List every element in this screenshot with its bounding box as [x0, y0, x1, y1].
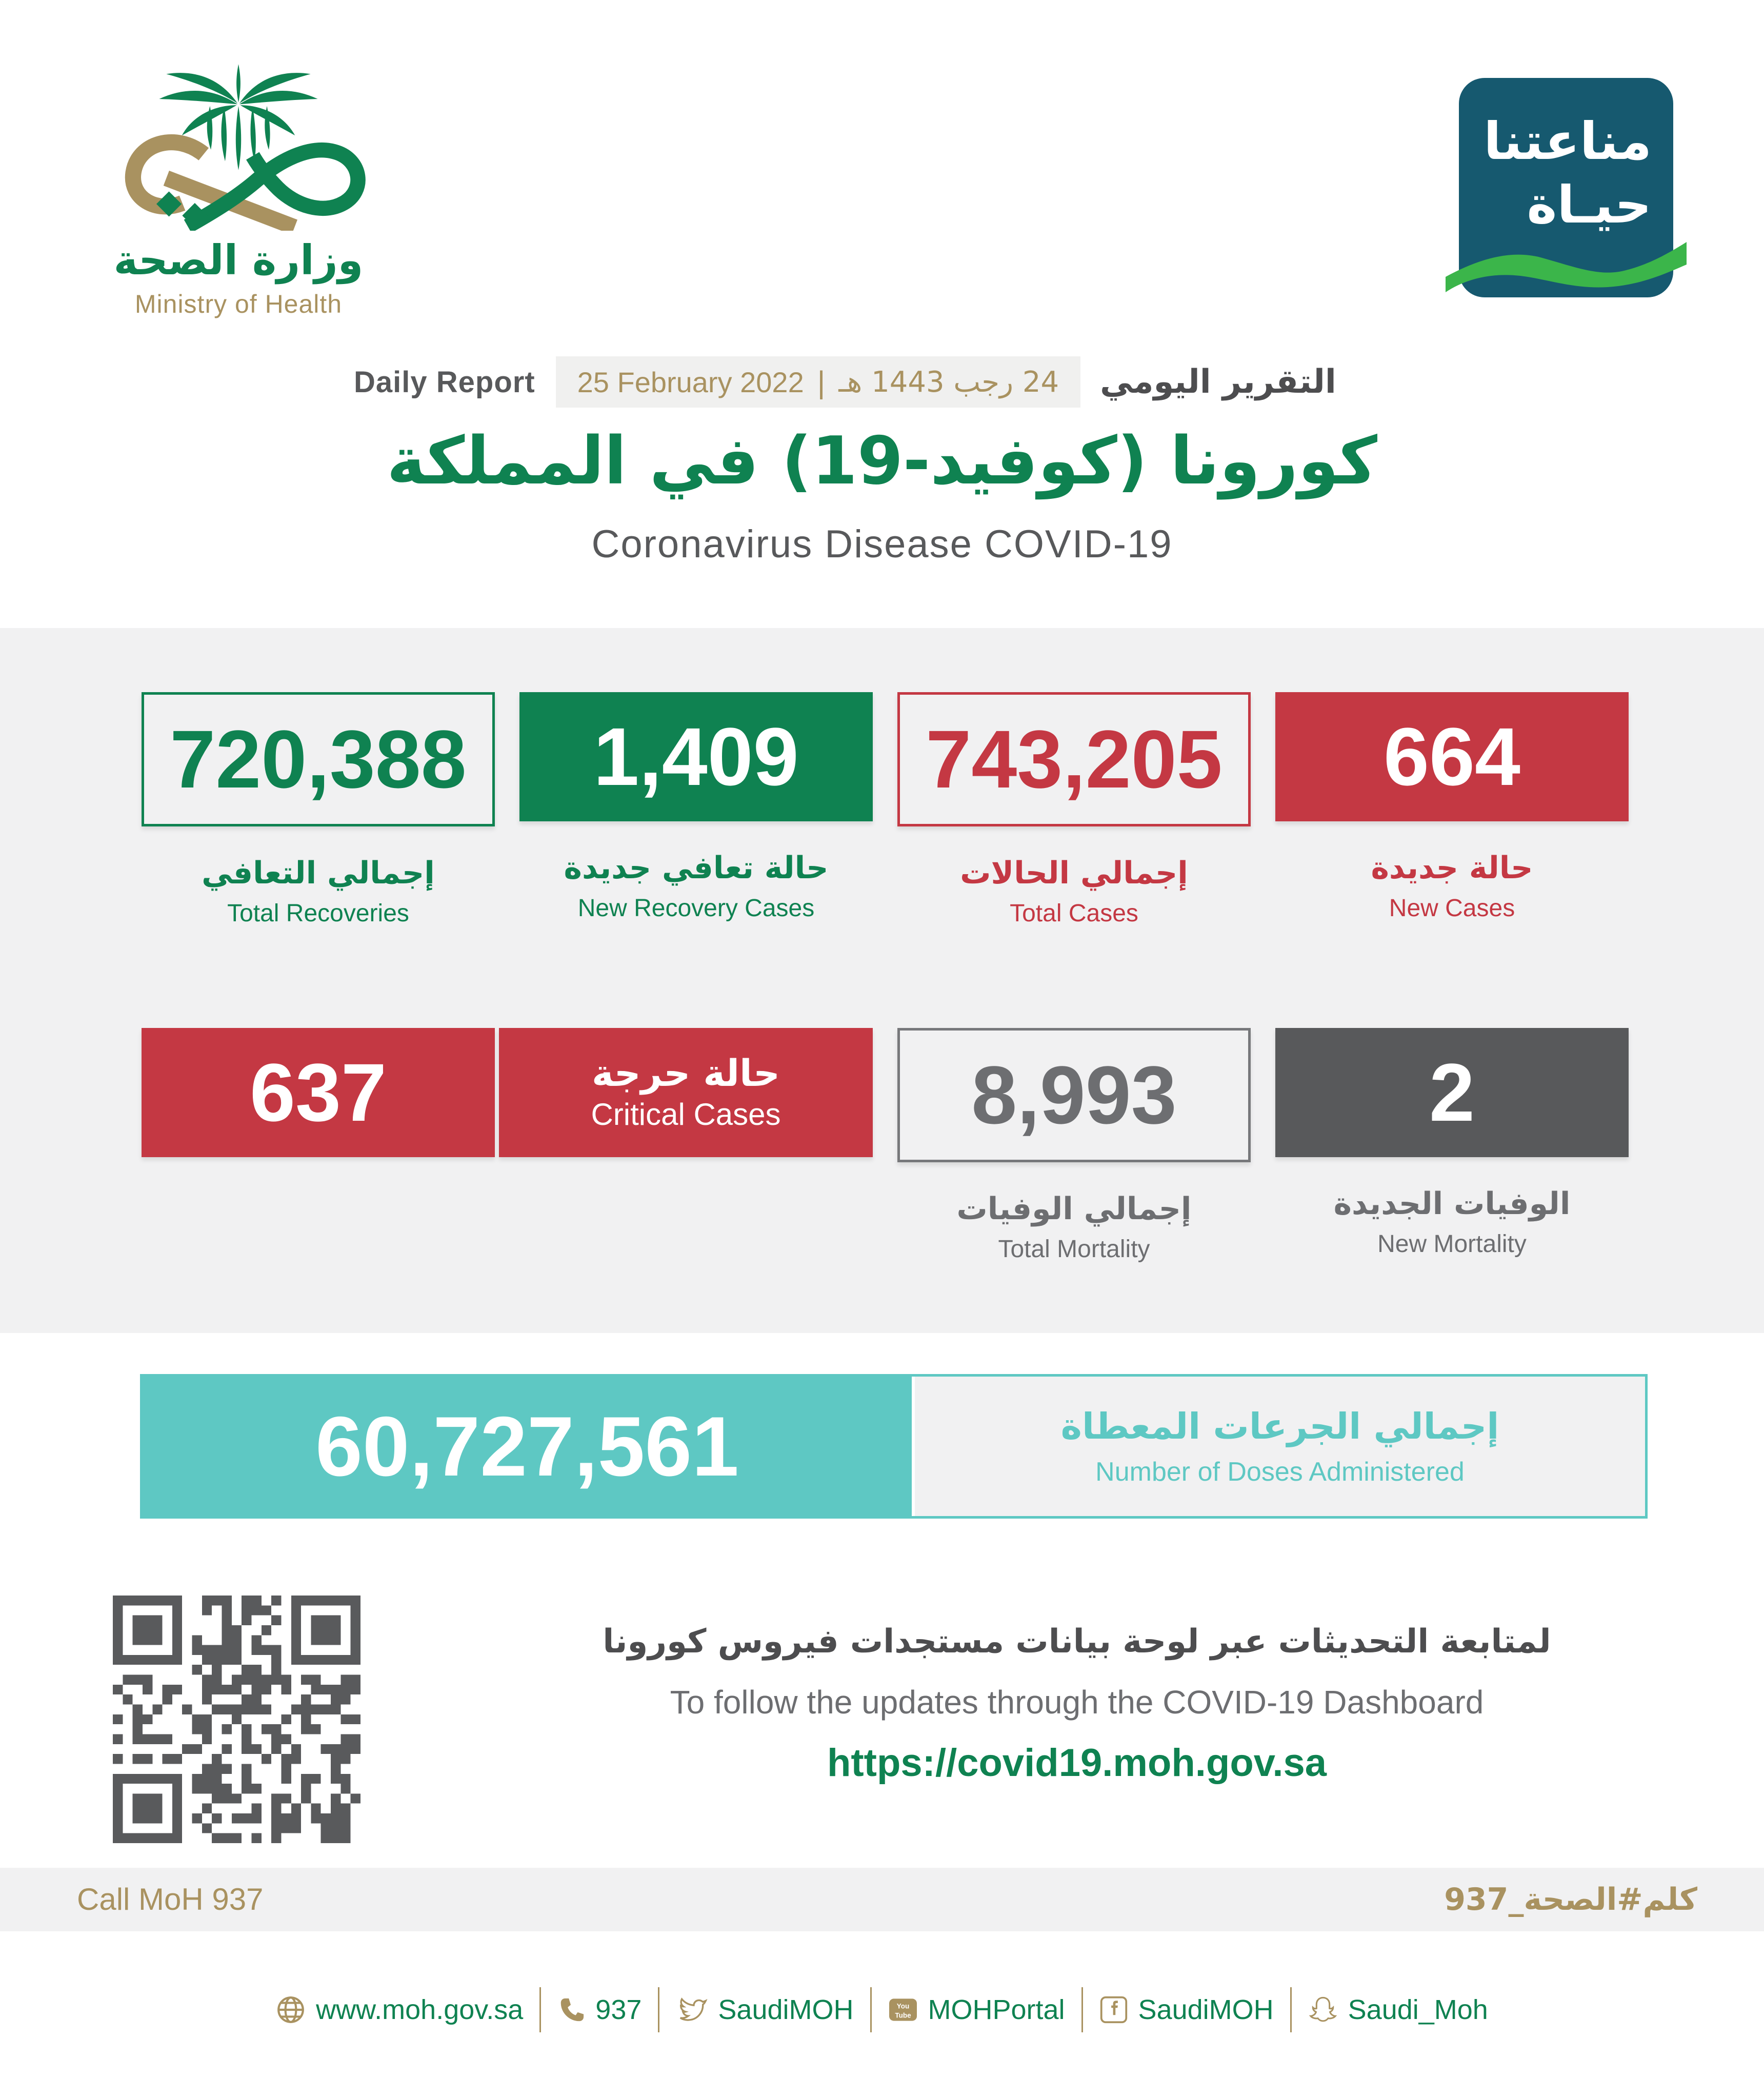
badge-text [1484, 110, 1652, 237]
total-recoveries-cell [142, 692, 495, 927]
immunity-life-badge [1459, 78, 1673, 297]
new-mortality-cell [1275, 1028, 1629, 1263]
new-recoveries-cell [519, 692, 873, 927]
website-label: www.moh.gov.sa [316, 1994, 524, 2025]
new-cases-value: 664 [1384, 711, 1520, 802]
qr-code-container [113, 1596, 360, 1843]
doses-label-ar: إجمالي الجرعات المعطاة [1060, 1405, 1499, 1447]
contact-twitter[interactable] [659, 1994, 870, 2026]
dashboard-url-link[interactable]: https://covid19.moh.gov.sa [827, 1741, 1327, 1785]
daily-report-en: Daily Report [354, 365, 535, 399]
new-cases-card [1275, 692, 1629, 821]
doses-value: 60,727,561 [143, 1377, 912, 1516]
snapchat-icon [1308, 1995, 1338, 2024]
twitter-label: SaudiMOH [718, 1994, 854, 2025]
critical-cases-label-card [499, 1028, 873, 1157]
svg-text:Tube: Tube [894, 2011, 911, 2020]
total-cases-label-ar: إجمالي الحالات [960, 855, 1188, 891]
dashboard-text-en: To follow the updates through the COVID-19 Dashboard [670, 1684, 1484, 1721]
moh-palm-emblem-icon [95, 62, 382, 231]
phone-label: 937 [595, 1994, 642, 2025]
moh-logo [85, 62, 392, 319]
new-recoveries-value: 1,409 [593, 711, 799, 802]
daily-report-ar: التقرير اليومي [1100, 363, 1336, 401]
new-cases-label-en: New Cases [1389, 895, 1515, 922]
date-separator: | [817, 365, 826, 399]
doses-labels [912, 1377, 1645, 1516]
dashboard-text-ar: لمتابعة التحديثات عبر لوحة بيانات مستجدات فيروس كورونا [603, 1623, 1551, 1661]
globe-icon [276, 1995, 306, 2025]
total-mortality-label-ar: إجمالي الوفيات [956, 1191, 1192, 1227]
total-cases-card [897, 692, 1251, 826]
footer-strip [0, 1868, 1764, 1931]
new-cases-cell [1275, 692, 1629, 927]
critical-cases-value: 637 [250, 1046, 387, 1138]
qr-code [113, 1596, 360, 1843]
page-title-arabic: كورونا (كوفيد-19) في المملكة [387, 423, 1377, 499]
new-mortality-card [1275, 1028, 1629, 1157]
contact-phone[interactable] [541, 1994, 658, 2026]
doses-banner [140, 1374, 1648, 1519]
doses-label-en: Number of Doses Administered [1095, 1457, 1465, 1487]
svg-text:You: You [896, 2002, 909, 2010]
critical-cases-value-cell [142, 1028, 495, 1263]
snapchat-label: Saudi_Moh [1348, 1994, 1488, 2025]
new-recoveries-label-en: New Recovery Cases [577, 895, 815, 922]
total-mortality-cell [897, 1028, 1251, 1263]
twitter-icon [676, 1995, 708, 2024]
total-recoveries-label-en: Total Recoveries [227, 900, 409, 927]
logo-arabic-name: وزارة الصحة [113, 236, 364, 284]
new-cases-label-ar: حالة جديدة [1371, 850, 1533, 886]
facebook-label: SaudiMOH [1138, 1994, 1274, 2025]
page-title-english: Coronavirus Disease COVID-19 [591, 522, 1173, 566]
call-moh-937: Call MoH 937 [77, 1882, 264, 1916]
total-recoveries-card [142, 692, 495, 826]
hashtag-call-health-937: كلم#الصحة_937 [1444, 1882, 1697, 1917]
total-recoveries-label-ar: إجمالي التعافي [202, 855, 435, 891]
youtube-icon [888, 1996, 918, 2024]
contact-bar [0, 1983, 1764, 2036]
new-mortality-label-ar: الوفيات الجديدة [1333, 1186, 1571, 1222]
stats-row-2 [142, 1028, 1629, 1263]
total-cases-cell [897, 692, 1251, 927]
contact-snapchat[interactable] [1292, 1994, 1505, 2026]
contact-facebook[interactable] [1083, 1994, 1290, 2026]
total-mortality-card [897, 1028, 1251, 1162]
stats-row-1 [142, 692, 1629, 927]
new-mortality-value: 2 [1429, 1046, 1475, 1138]
badge-wave-icon [1446, 228, 1687, 299]
total-cases-label-en: Total Cases [1010, 900, 1138, 927]
total-recoveries-value: 720,388 [170, 713, 467, 805]
phone-icon [557, 1996, 585, 2024]
total-mortality-value: 8,993 [971, 1049, 1177, 1141]
critical-cases-label-ar: حالة حرجة [592, 1051, 780, 1095]
dashboard-info [436, 1623, 1718, 1785]
new-recoveries-label-ar: حالة تعافي جديدة [564, 850, 829, 886]
critical-cases-label-cell [519, 1028, 873, 1263]
critical-cases-label-en: Critical Cases [591, 1097, 781, 1132]
new-mortality-label-en: New Mortality [1377, 1230, 1527, 1258]
critical-cases-card [142, 1028, 495, 1157]
date-gregorian: 25 February 2022 [577, 366, 804, 398]
date-hijri: 24 رجب 1443 هـ [838, 365, 1059, 399]
total-mortality-label-en: Total Mortality [998, 1236, 1150, 1263]
facebook-icon [1099, 1995, 1128, 2024]
badge-line1: مناعتنا [1484, 111, 1652, 171]
total-cases-value: 743,205 [926, 713, 1222, 805]
logo-english-name: Ministry of Health [134, 290, 343, 318]
youtube-label: MOHPortal [928, 1994, 1065, 2025]
contact-website[interactable] [259, 1994, 539, 2026]
new-recoveries-card [519, 692, 873, 821]
badge-line2: حيـاة [1527, 175, 1652, 235]
contact-youtube[interactable] [872, 1994, 1081, 2026]
date-box [556, 356, 1080, 408]
report-header-row [354, 356, 1472, 408]
